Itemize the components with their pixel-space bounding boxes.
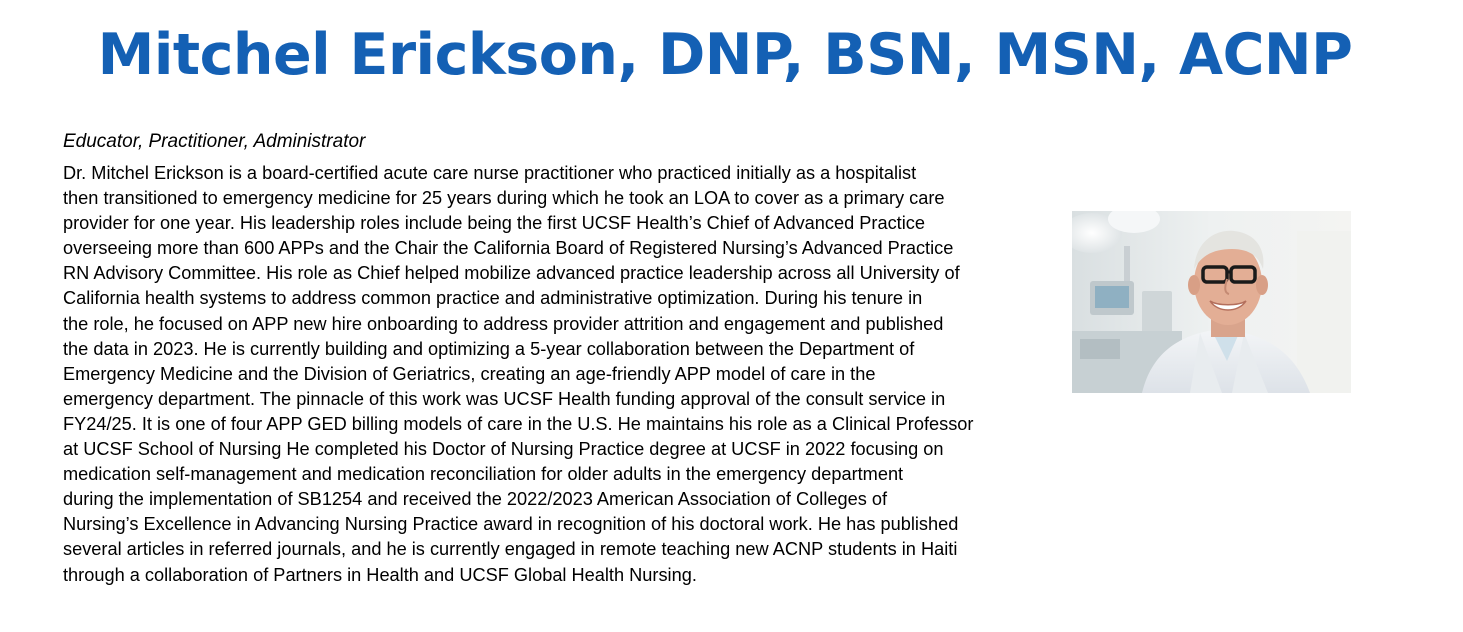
bio-line: Dr. Mitchel Erickson is a board-certified acute care nurse practitioner who practiced initially as a hospitalist bbox=[63, 163, 917, 183]
subtitle: Educator, Practitioner, Administrator bbox=[63, 131, 366, 152]
bio-line: Nursing’s Excellence in Advancing Nursing Practice award in recognition of his doctoral work. He has published bbox=[63, 514, 959, 535]
bio-line: provider for one year. His leadership roles include being the first UCSF Health’s Chief of Advanced Practice bbox=[63, 213, 925, 234]
bio-line: RN Advisory Committee. His role as Chief helped mobilize advanced practice leadership across all University of bbox=[63, 263, 960, 284]
portrait-photo bbox=[1072, 211, 1351, 393]
page-title: Mitchel Erickson, DNP, BSN, MSN, ACNP bbox=[97, 22, 1353, 88]
bio-line: several articles in referred journals, and he is currently engaged in remote teaching new ACNP students in Haiti bbox=[63, 539, 958, 560]
bio-line: the role, he focused on APP new hire onboarding to address provider attrition and engagement and published bbox=[63, 313, 944, 334]
bio-line: during the implementation of SB1254 and received the 2022/2023 American Association of Colleges of bbox=[63, 489, 888, 510]
bio-line: through a collaboration of Partners in Health and UCSF Global Health Nursing. bbox=[63, 564, 697, 585]
bio-line: at UCSF School of Nursing He completed his Doctor of Nursing Practice degree at UCSF in 2022 focusing on bbox=[63, 439, 944, 460]
bio-line: emergency department. The pinnacle of this work was UCSF Health funding approval of the consult service in bbox=[63, 388, 946, 409]
bio-line: then transitioned to emergency medicine for 25 years during which he took an LOA to cover as a primary care bbox=[63, 188, 945, 209]
bio-line: overseeing more than 600 APPs and the Chair the California Board of Registered Nursing’s Advanced Practice bbox=[63, 238, 954, 259]
bio-line: California health systems to address common practice and administrative optimization. During his tenure in bbox=[63, 288, 923, 309]
bio-line: medication self-management and medication reconciliation for older adults in the emergency department bbox=[63, 464, 904, 485]
bio-line: Emergency Medicine and the Division of Geriatrics, creating an age-friendly APP model of care in the bbox=[63, 363, 876, 384]
bio-line: the data in 2023. He is currently building and optimizing a 5-year collaboration between the Department of bbox=[63, 338, 915, 359]
bio-line: FY24/25. It is one of four APP GED billing models of care in the U.S. He maintains his role as a Clinical Professor bbox=[63, 413, 974, 434]
bio-paragraph bbox=[63, 161, 1063, 588]
